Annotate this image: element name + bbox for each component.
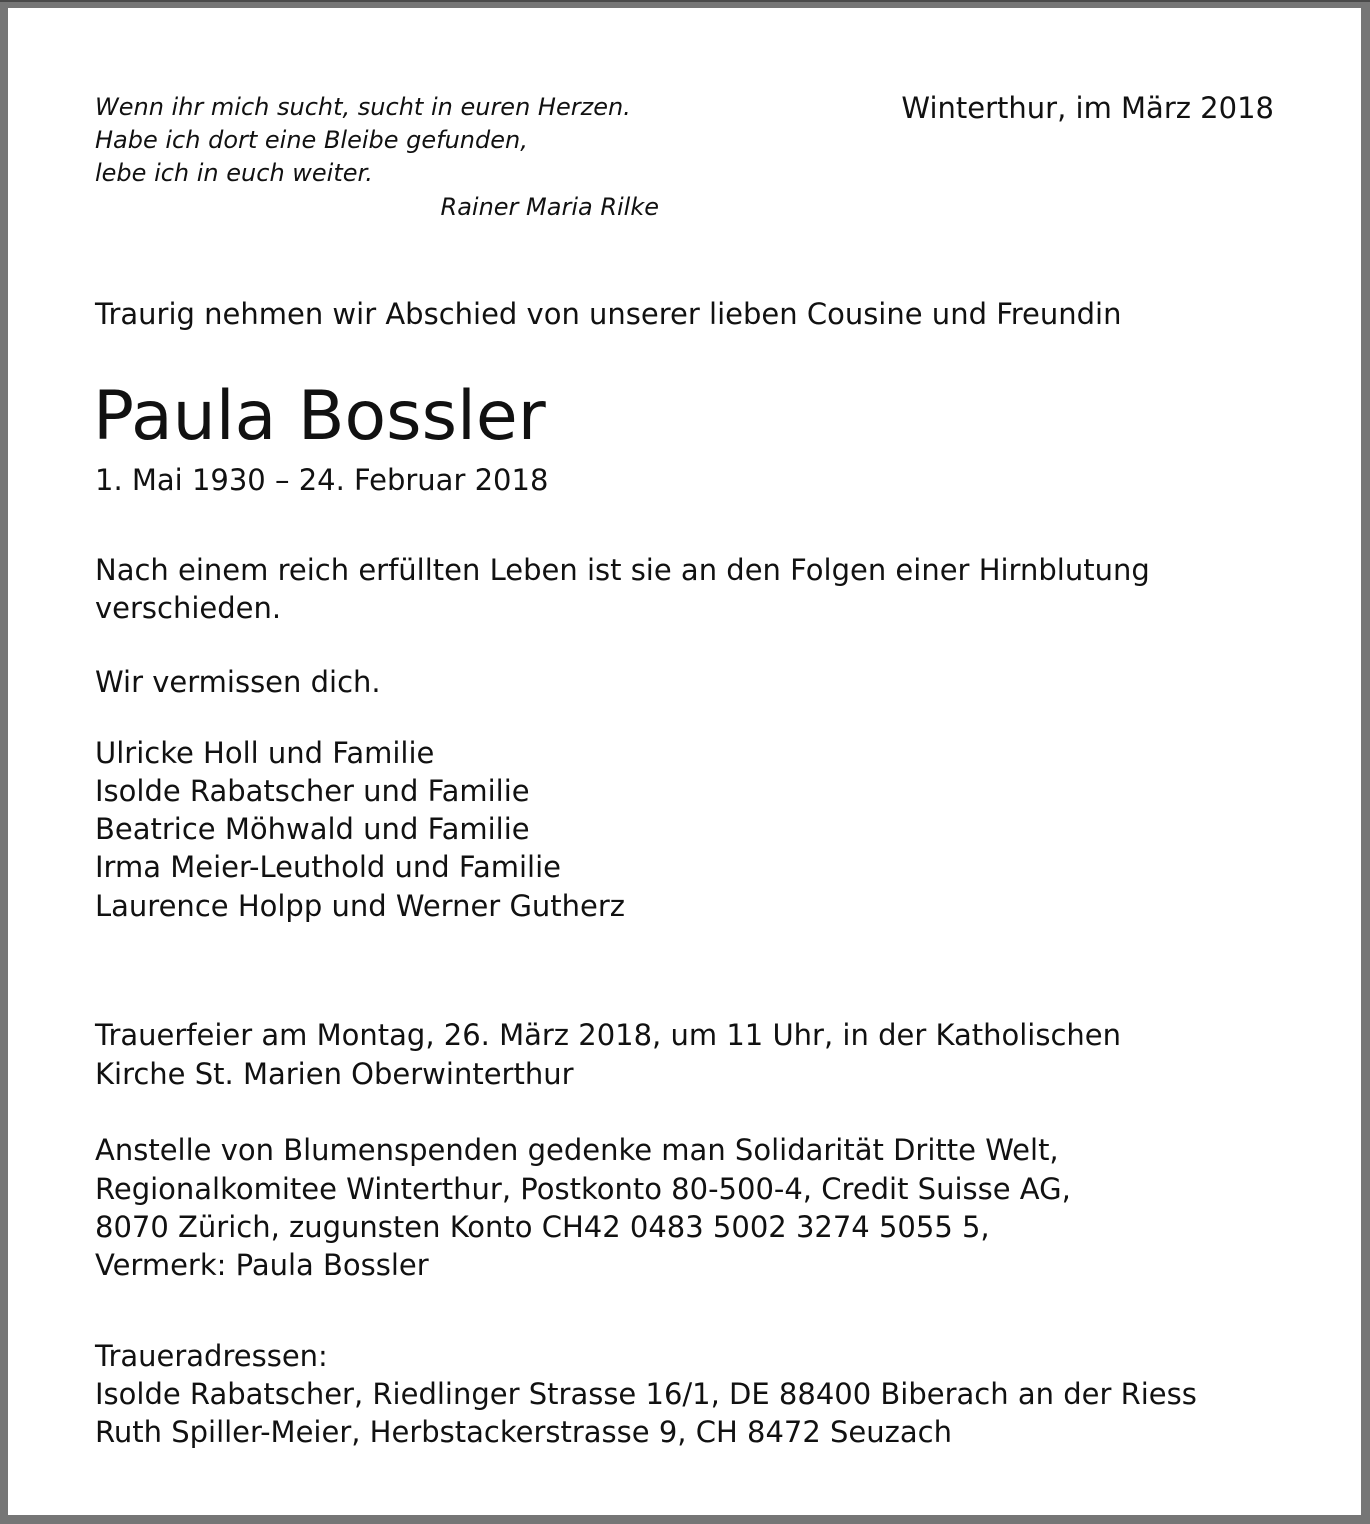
- life-dates: 1. Mai 1930 – 24. Februar 2018: [95, 463, 549, 497]
- address-line: Ruth Spiller-Meier, Herbstackerstrasse 9, CH 8472 Seuzach: [95, 1415, 952, 1449]
- place-date: Winterthur, im März 2018: [901, 91, 1274, 125]
- deceased-name: Paula Bossler: [93, 377, 546, 456]
- donation-line: Regionalkomitee Winterthur, Postkonto 80-500-4, Credit Suisse AG,: [95, 1172, 1071, 1206]
- donation-line: Vermerk: Paula Bossler: [95, 1248, 429, 1282]
- mourner: Isolde Rabatscher und Familie: [95, 774, 530, 808]
- mourner: Beatrice Möhwald und Familie: [95, 812, 530, 846]
- donation-line: Anstelle von Blumenspenden gedenke man Solidarität Dritte Welt,: [95, 1133, 1059, 1167]
- mourner: Laurence Holpp und Werner Gutherz: [95, 889, 626, 923]
- intro-text: Traurig nehmen wir Abschied von unserer lieben Cousine und Freundin: [95, 297, 1122, 331]
- donation-line: 8070 Zürich, zugunsten Konto CH42 0483 5002 3274 5055 5,: [95, 1210, 990, 1244]
- frame-top-edge: [0, 0, 1370, 2]
- miss-text: Wir vermissen dich.: [95, 665, 381, 699]
- addresses-heading: Traueradressen:: [95, 1339, 328, 1373]
- message-line: Nach einem reich erfüllten Leben ist sie an den Folgen einer Hirnblutung: [95, 553, 1150, 587]
- message-line: verschieden.: [95, 591, 282, 625]
- quote-line: Wenn ihr mich sucht, sucht in euren Herzen.: [95, 93, 631, 121]
- mourner: Ulricke Holl und Familie: [95, 736, 435, 770]
- address-line: Isolde Rabatscher, Riedlinger Strasse 16/1, DE 88400 Biberach an der Riess: [95, 1377, 1197, 1411]
- mourner: Irma Meier-Leuthold und Familie: [95, 850, 561, 884]
- quote-line: Habe ich dort eine Bleibe gefunden,: [95, 126, 528, 154]
- quote-line: lebe ich in euch weiter.: [95, 159, 373, 187]
- quote-author: Rainer Maria Rilke: [440, 193, 659, 221]
- service-line: Kirche St. Marien Oberwinterthur: [95, 1057, 574, 1091]
- service-line: Trauerfeier am Montag, 26. März 2018, um 11 Uhr, in der Katholischen: [95, 1018, 1122, 1052]
